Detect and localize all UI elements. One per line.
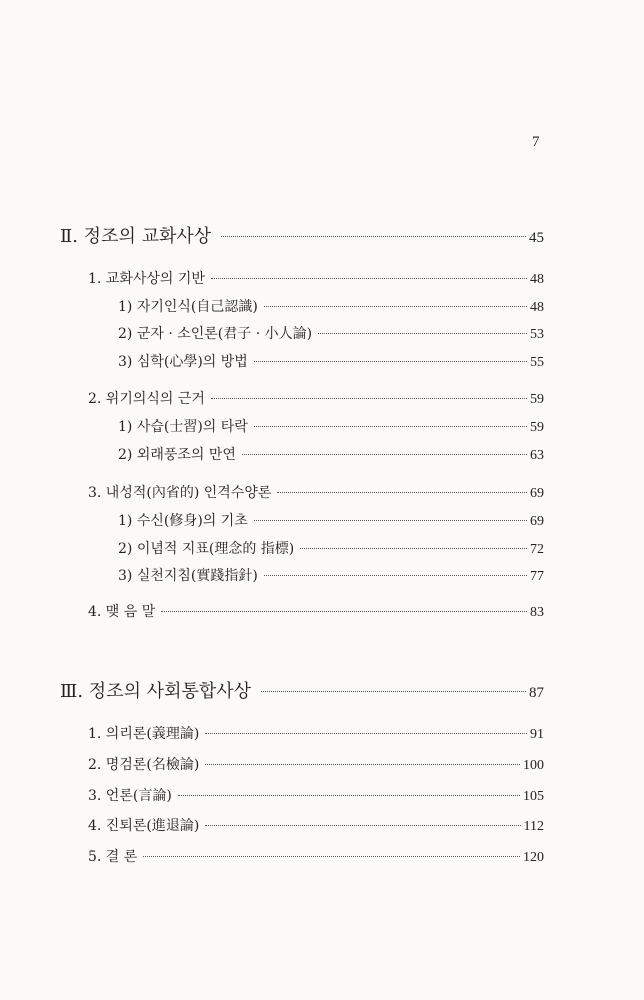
section-title: 5. 결 론 xyxy=(88,849,138,865)
page-ref: 69 xyxy=(530,486,544,501)
subsection-title: 2) 이념적 지표(理念的 指標) xyxy=(118,541,295,557)
toc-subsection[interactable] xyxy=(118,538,544,558)
toc-section[interactable] xyxy=(88,785,544,805)
toc-section[interactable] xyxy=(88,268,544,288)
chapter-title: Ⅱ. 정조의 교화사상 xyxy=(60,226,212,247)
toc-subsection[interactable] xyxy=(118,510,544,530)
dot-leader xyxy=(242,454,527,455)
section-title: 3. 언론(言論) xyxy=(88,788,172,804)
toc-section[interactable] xyxy=(88,482,544,502)
toc-section[interactable] xyxy=(88,723,544,743)
toc-section[interactable] xyxy=(88,815,544,835)
section-title: 2. 위기의식의 근거 xyxy=(88,391,205,407)
page-ref: 53 xyxy=(530,327,544,342)
toc-section[interactable] xyxy=(88,388,544,408)
subsection-title: 2) 군자 · 소인론(君子 · 小人論) xyxy=(118,326,313,342)
section-title: 1. 의리론(義理論) xyxy=(88,726,200,742)
toc-subsection[interactable] xyxy=(118,351,544,371)
page-ref: 105 xyxy=(523,789,544,804)
page-ref: 112 xyxy=(523,819,544,834)
section-title: 4. 맺 음 말 xyxy=(88,604,156,620)
subsection-title: 1) 수신(修身)의 기초 xyxy=(118,513,248,529)
dot-leader xyxy=(178,795,520,796)
section-title: 3. 내성적(內省的) 인격수양론 xyxy=(88,485,272,501)
dot-leader xyxy=(300,548,527,549)
page-ref: 69 xyxy=(530,514,544,529)
page-ref: 91 xyxy=(530,727,544,742)
toc-section[interactable] xyxy=(88,846,544,866)
page-ref: 59 xyxy=(530,392,544,407)
dot-leader xyxy=(318,333,527,334)
section-title: 4. 진퇴론(進退論) xyxy=(88,818,200,834)
page-number: 7 xyxy=(532,134,540,150)
dot-leader xyxy=(161,611,527,612)
subsection-title: 1) 사습(士習)의 타락 xyxy=(118,419,248,435)
dot-leader xyxy=(205,764,520,765)
toc-section[interactable] xyxy=(88,754,544,774)
page-ref: 77 xyxy=(530,569,544,584)
page-ref: 72 xyxy=(530,542,544,557)
dot-leader xyxy=(264,575,527,576)
dot-leader xyxy=(221,236,526,237)
page-ref: 100 xyxy=(523,758,544,773)
dot-leader xyxy=(211,278,527,279)
toc-chapter-2[interactable] xyxy=(60,222,544,248)
page-ref: 48 xyxy=(530,272,544,287)
page-ref: 59 xyxy=(530,420,544,435)
page-ref: 45 xyxy=(529,230,544,246)
dot-leader xyxy=(277,492,527,493)
subsection-title: 1) 자기인식(自己認識) xyxy=(118,299,258,315)
section-title: 2. 명검론(名檢論) xyxy=(88,757,200,773)
subsection-title: 3) 실천지침(實踐指針) xyxy=(118,568,258,584)
toc-subsection[interactable] xyxy=(118,296,544,316)
dot-leader xyxy=(205,733,527,734)
dot-leader xyxy=(264,306,527,307)
dot-leader xyxy=(254,361,527,362)
page-ref: 48 xyxy=(530,300,544,315)
toc-subsection[interactable] xyxy=(118,444,544,464)
subsection-title: 3) 심학(心學)의 방법 xyxy=(118,354,248,370)
toc-subsection[interactable] xyxy=(118,323,544,343)
subsection-title: 2) 외래풍조의 만연 xyxy=(118,447,236,463)
toc-section[interactable] xyxy=(88,601,544,621)
dot-leader xyxy=(261,691,526,692)
toc-subsection[interactable] xyxy=(118,416,544,436)
chapter-title: Ⅲ. 정조의 사회통합사상 xyxy=(60,681,252,702)
page-ref: 83 xyxy=(530,605,544,620)
page-ref: 55 xyxy=(530,355,544,370)
dot-leader xyxy=(211,398,527,399)
dot-leader xyxy=(254,520,527,521)
toc-subsection[interactable] xyxy=(118,565,544,585)
toc-chapter-3[interactable] xyxy=(60,677,544,703)
dot-leader xyxy=(254,426,527,427)
dot-leader xyxy=(205,825,520,826)
dot-leader xyxy=(143,856,520,857)
page-ref: 63 xyxy=(530,448,544,463)
page-ref: 87 xyxy=(529,685,544,701)
page-ref: 120 xyxy=(523,850,544,865)
section-title: 1. 교화사상의 기반 xyxy=(88,271,205,287)
